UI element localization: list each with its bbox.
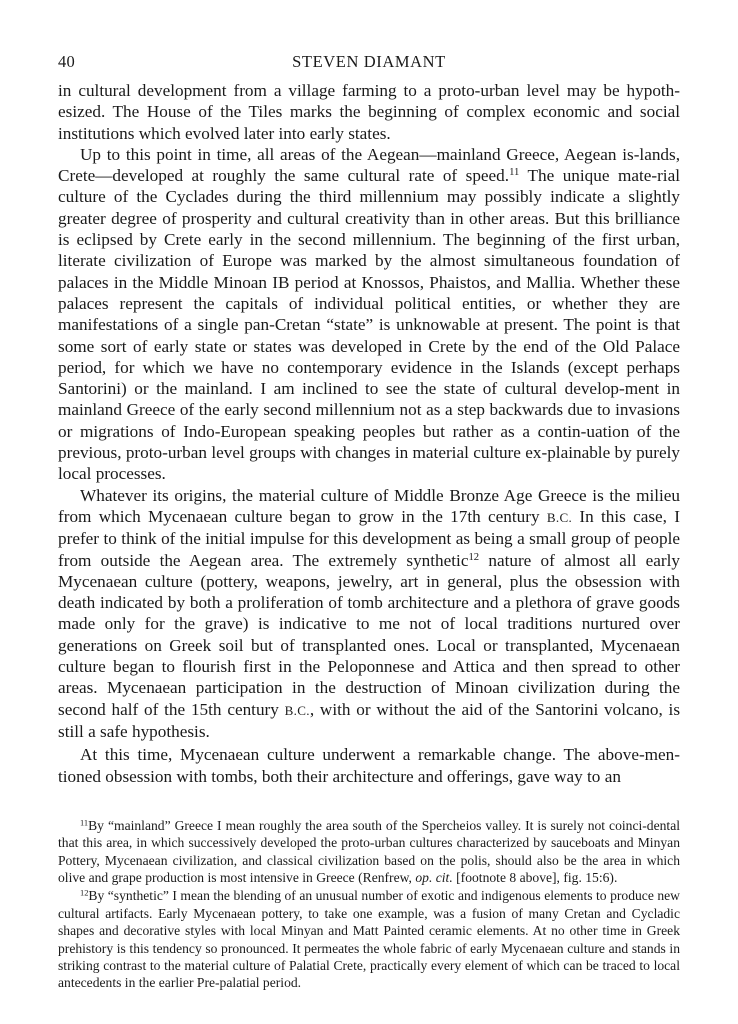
footnotes — [58, 817, 680, 992]
page — [58, 52, 680, 992]
running-head: STEVEN DIAMANT — [292, 52, 446, 71]
paragraph: At this time, Mycenaean culture underwent a remarkable change. The above-men-tioned obsession with tombs, both their architecture and offerings, gave way to an — [58, 745, 680, 786]
footnote: $^{12}$By “synthetic” I mean the blending of an unusual number of exotic and indigenous elements to produce new cultural artifacts. Early Mycenaean pottery, to take one example, was a fusion of many Cretan and Cycladic shapes and decorative styles with local Minyan and Matt Painted ceramic elements. At no other time in Greek prehistory is this tendency so pronounced. It permeates the whole fabric of early Mycenaean culture and stands in striking contrast to the material culture of Palatial Crete, practically every element of which can be traced to local antecedents in the earlier Pre-palatial period. — [58, 887, 680, 991]
era-abbreviation: B.C. — [284, 702, 310, 718]
footnote: $^{11}$By “mainland” Greece I mean roughly the area south of the Spercheios valley. It is surely not coinci-dental that this area, in which successively developed the proto-urban cultures characterized by sauceboats and Minyan Pottery, Mycenaean civilization, and classical civilization based on the polis, should also be the area in which olive and grape production is most intensive in Greece (Renfrew, op. cit. [footnote 8 above], fig. 15:6). — [58, 817, 680, 886]
era-abbreviation: B.C. — [546, 509, 573, 525]
page-header — [58, 52, 680, 80]
paragraph: Whatever its origins, the material culture of Middle Bronze Age Greece is the milieu from which Mycenaean culture began to grow in the 17th century B.C. In this case, I prefer to think of the initial impulse for this development as being a small group of people from outside the Aegean area. The extremely synthetic$^{12}$ nature of almost all early Mycenaean culture (pottery, weapons, jewelry, art in general, plus the obsession with death indicated by both a proliferation of tomb architecture and a plethora of grave goods made only for the grave) is indicative to me not of local traditions nurtured over generations on Greek soil but of transplanted ones. Local or transplanted, Mycenaean culture began to flourish first in the Peloponnese and Attica and then spread to other areas. Mycenaean participation in the destruction of Minoan civilization during the second half of the 15th century B.C., with or without the aid of the Santorini volcano, is still a safe hypothesis. — [58, 485, 681, 741]
footnote-number: 11 — [80, 817, 89, 828]
paragraph: Up to this point in time, all areas of the Aegean—mainland Greece, Aegean is-lands, Crete—developed at roughly the same cultural rate of speed.$^{11}$ The unique mate-rial culture of the Cyclades during the third millennium may possibly indicate a slightly greater degree of prosperity and cultural creativity than in other areas. But this brilliance is eclipsed by Crete early in the second millennium. The beginning of the first urban, literate civilization of Europe was marked by the almost simultaneous foundation of palaces in the Middle Minoan IB period at Knossos, Phaistos, and Mallia. Whether these palaces represent the capitals of individual political entities, or whether they are manifestations of a single pan-Cretan “state” is unknowable at present. The point is that some sort of early state or states was developed in Crete by the end of the Old Palace period, for which we have no contemporary evidence in the Islands (except perhaps Santorini) or the mainland. I am inclined to see the state of cultural develop-ment in mainland Greece of the early second millennium not as a step backwards due to invasions or migrations of Indo-European speaking peoples but rather as a contin-uation of the previous, proto-urban level groups with changes in material culture ex-plainable by purely local processes. — [58, 144, 680, 484]
page-number: 40 — [58, 52, 75, 71]
footnote-number: 12 — [80, 887, 89, 898]
footnote-ref: 12 — [468, 551, 480, 563]
paragraph: in cultural development from a village farming to a proto-urban level may be hypoth-esized. The House of the Tiles marks the beginning of complex economic and social institutions which evolved later into early states. — [58, 81, 680, 143]
body-text — [58, 80, 680, 787]
footnote-ref: 11 — [509, 167, 520, 179]
